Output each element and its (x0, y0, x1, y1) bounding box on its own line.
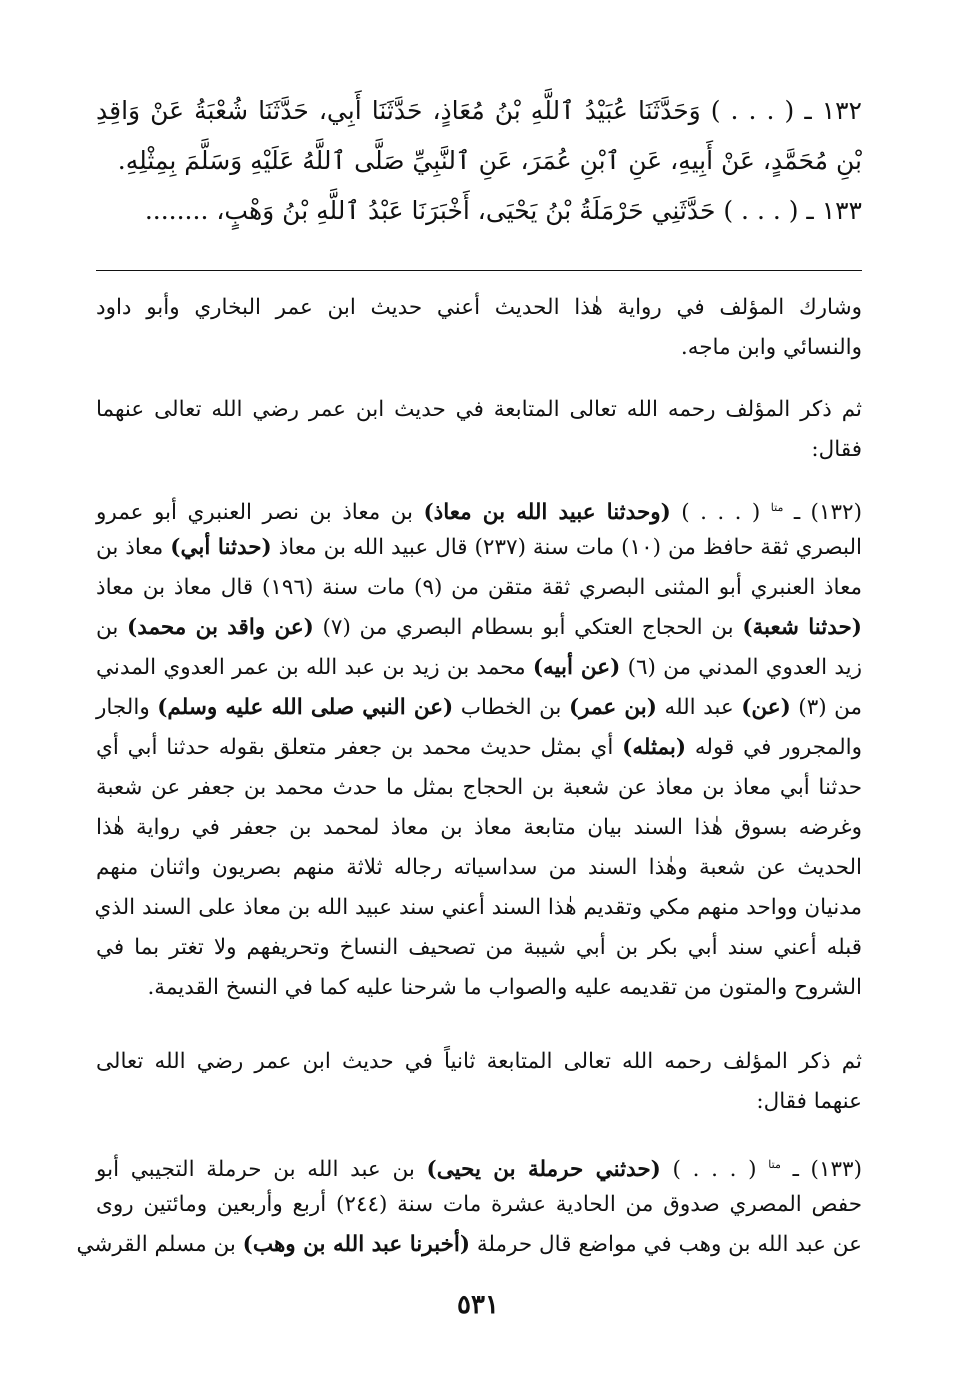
ellipsis-marker: ( . . . ) (672, 1157, 757, 1183)
commentary-line (96, 728, 862, 768)
commentary-text: بن مسلم القرشي (76, 1232, 236, 1257)
commentary-line (96, 688, 862, 728)
commentary-text: محمد بن زيد بن عبد الله بن عمر العدوي المدني (96, 655, 526, 680)
quoted-matn: (وحدثنا عبيد الله بن معاذ) (423, 500, 671, 526)
commentary-paragraph-133 (76, 1145, 863, 1265)
commentary-paragraph (96, 1042, 862, 1122)
ellipsis-marker: ( . . . ) (681, 500, 761, 526)
commentary-line: حفص المصري صدوق من الحادية عشرة مات سنة (٢٤٤) أربع وأربعين ومائتين روى (96, 1192, 863, 1217)
commentary-text: بن (96, 615, 119, 640)
commentary-text: أي بمثل حديث محمد بن جعفر متعلق بقوله حدثنا أبي أي (96, 735, 614, 760)
commentary-line (96, 608, 862, 648)
commentary-text: البصري ثقة حافظ من (١٠) مات سنة (٢٣٧) قال عبيد الله بن معاذ (278, 535, 862, 560)
commentary-line (96, 648, 862, 688)
commentary-text: زيد العدوي المدني من (٦) (627, 655, 863, 680)
commentary-paragraph (96, 390, 862, 470)
commentary-line: ثم ذكر المؤلف رحمه الله تعالى المتابعة في حديث ابن عمر رضي الله تعالى عنهما (96, 397, 862, 422)
commentary-line: فقال: (811, 437, 862, 462)
quoted-matn: (بن عمر) (568, 695, 657, 720)
commentary-line: وشارك المؤلف في رواية هٰذا الحديث أعني حديث ابن عمر البخاري وأبو داود (96, 295, 862, 320)
commentary-line: والنسائي وابن ماجه. (680, 335, 862, 360)
commentary-line: وغرضه بسوق هٰذا السند بيان متابعة معاذ بن معاذ لمحمد بن جعفر في رواية هٰذا (96, 815, 862, 840)
hadith-line: بْنِ مُحَمَّدٍ، عَنْ أَبِيهِ، عَنِ ٱبْنِ عُمَرَ، عَنِ ٱلنَّبِيِّ صَلَّى ٱللَّهُ عَلَيْهِ وَسَلَّمَ بِمِثْلِهِ. (117, 146, 862, 175)
commentary-text: والمجرور في قوله (694, 735, 862, 760)
commentary-line: معاذ العنبري أبو المثنى البصري ثقة متقن من (٩) مات سنة (١٩٦) قال معاذ بن معاذ (96, 575, 862, 600)
commentary-text: بن الحجاج العتكي أبو بسطام البصري من (٧) (322, 615, 734, 640)
hadith-text-block (96, 86, 862, 236)
separator-rule (96, 270, 862, 271)
commentary-text: معاذ بن (96, 535, 164, 560)
commentary-line (96, 528, 862, 568)
quoted-matn: (عن أبيه) (532, 655, 621, 680)
hadith-line: ١٣٣ ـ ( . . . ) حَدَّثَنِي حَرْمَلَةُ بْنُ يَحْيَى، أَخْبَرَنَا عَبْدُ ٱللَّهِ بْنُ وَهْبٍ، ........ (144, 196, 862, 225)
commentary-line: عنهما فقال: (756, 1089, 862, 1114)
mutaba-mark: متا (768, 1158, 781, 1171)
commentary-line: قبله أعني سند أبي بكر بن أبي شيبة من تصحيف النساخ وتحريفهم ولا تغتر بما في (96, 935, 862, 960)
quoted-matn: (حدثنا أبي) (170, 535, 272, 560)
commentary-text: بن الخطاب (460, 695, 562, 720)
commentary-line: مدنيان وواحد منهم مكي وتقديم هٰذا السند أعني سند عبيد الله بن معاذ على السند الذي (94, 895, 862, 920)
commentary-paragraph-132 (96, 488, 862, 1008)
quoted-matn: (عن) (741, 695, 791, 720)
quoted-matn: (بمثله) (622, 735, 687, 760)
commentary-line: الحديث عن شعبة وهٰذا السند من سداسياته رجاله ثلاثة منهم بصريون واثنان منهم (96, 855, 862, 880)
quoted-matn: (عن واقد بن محمد) (127, 615, 314, 640)
commentary-text: من (٣) (798, 695, 863, 720)
hadith-number: (١٣٣) ـ (792, 1157, 862, 1183)
commentary-line (96, 488, 862, 533)
quoted-matn: (حدثني حرملة بن يحيى) (426, 1157, 661, 1183)
commentary-line: حدثنا أبي معاذ بن معاذ عن شعبة بن الحجاج بمثل ما حدث محمد بن جعفر عن شعبة (96, 775, 862, 800)
mutaba-mark: متا (770, 501, 784, 514)
commentary-paragraph (96, 288, 862, 368)
page-number: ٥٣١ (457, 1290, 499, 1320)
commentary-text: والجار (96, 695, 150, 720)
commentary-text: بن عبد الله بن حرملة التجيبي أبو (96, 1157, 415, 1183)
hadith-line: ١٣٢ ـ ( . . . ) وَحَدَّثَنَا عُبَيْدُ ٱللَّهِ بْنُ مُعَاذٍ، حَدَّثَنَا أَبِي، حَدَّثَنَا شُعْبَةُ عَنْ وَاقِدِ (96, 96, 862, 125)
quoted-matn: (حدثنا شعبة) (742, 615, 862, 640)
hadith-number: (١٣٢) ـ (793, 500, 862, 526)
commentary-line: الشروح والمتون من تقديمه عليه والصواب ما شرحنا عليه كما في النسخ القديمة. (147, 975, 862, 1000)
commentary-text: عن عبد الله بن وهب في مواضع قال حرملة (476, 1232, 862, 1257)
quoted-matn: (عن النبي صلى الله عليه وسلم) (157, 695, 454, 720)
commentary-line (96, 1145, 862, 1190)
commentary-text: بن معاذ بن نصر العنبري أبو عمرو (96, 500, 414, 526)
commentary-line (76, 1225, 862, 1265)
commentary-text: عبد الله (664, 695, 734, 720)
quoted-matn: (أخبرنا عبد الله بن وهب) (242, 1232, 471, 1257)
commentary-line: ثم ذكر المؤلف رحمه الله تعالى المتابعة ثانياً في حديث ابن عمر رضي الله تعالى (96, 1049, 862, 1074)
